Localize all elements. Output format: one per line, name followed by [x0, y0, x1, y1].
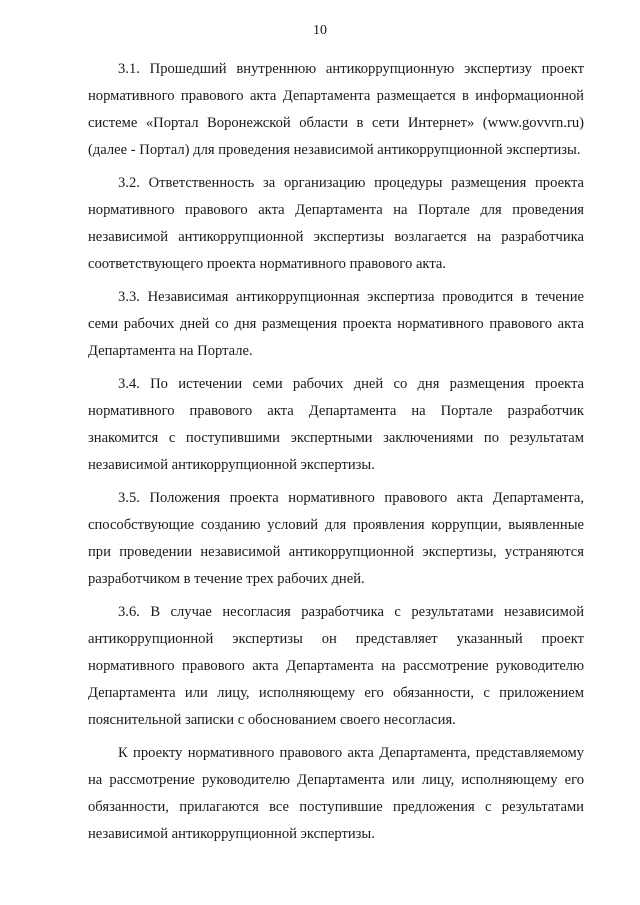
- paragraph-3-5: 3.5. Положения проекта нормативного правового акта Департамента, способствующие созданию условий для проявления коррупции, выявленные при проведении независимой антикоррупционной экспертизы, устраняются разработчиком в течение трех рабочих дней.: [88, 490, 584, 587]
- paragraph-3-3: 3.3. Независимая антикоррупционная экспертиза проводится в течение семи рабочих дней со дня размещения проекта нормативного правового акта Департамента на Портале.: [88, 289, 584, 359]
- paragraph-attachments: К проекту нормативного правового акта Департамента, представляемому на рассмотрение руководителю Департамента или лицу, исполняющему его обязанности, прилагаются все поступившие предложения с результатами независимой антикоррупционной экспертизы.: [88, 745, 584, 842]
- paragraph-3-4: 3.4. По истечении семи рабочих дней со дня размещения проекта нормативного правового акта Департамента на Портале разработчик знакомится с поступившими экспертными заключениями по результатам независимой антикоррупционной экспертизы.: [88, 376, 584, 473]
- paragraph-3-1: 3.1. Прошедший внутреннюю антикоррупционную экспертизу проект нормативного правового акта Департамента размещается в информационной системе «Портал Воронежской области в сети Интернет» (www.govvrn.ru) (далее - Портал) для проведения независимой антикоррупционной экспертизы.: [88, 61, 584, 158]
- document-body: [88, 56, 584, 854]
- paragraph-3-2: 3.2. Ответственность за организацию процедуры размещения проекта нормативного правового акта Департамента на Портале для проведения независимой антикоррупционной экспертизы возлагается на разработчика соответствующего проекта нормативного правового акта.: [88, 175, 584, 272]
- page-number: 10: [313, 23, 327, 38]
- paragraph-3-6: 3.6. В случае несогласия разработчика с результатами независимой антикоррупционной экспертизы он представляет указанный проект нормативного правового акта Департамента на рассмотрение руководителю Департамента или лицу, исполняющему его обязанности, с приложением пояснительной записки с обоснованием своего несогласия.: [88, 604, 584, 728]
